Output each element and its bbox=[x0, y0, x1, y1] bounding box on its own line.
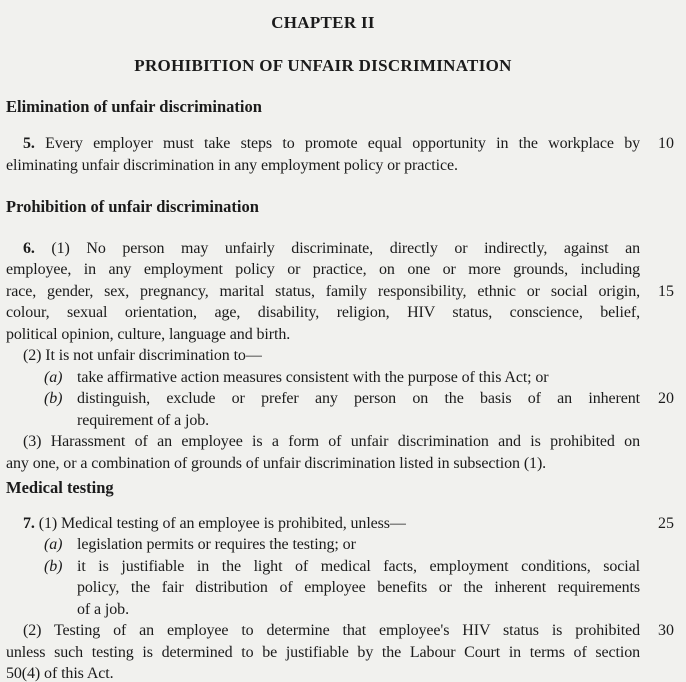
text-line: legislation permits or requires the testing; or bbox=[77, 536, 356, 553]
text-line: political opinion, culture, language and birth. bbox=[6, 325, 291, 343]
section-heading-prohibition: Prohibition of unfair discrimination bbox=[6, 197, 259, 216]
paragraph-section6-sub1 bbox=[6, 238, 640, 346]
text-fragment: Every employer must take steps to promote equal opportunity in the workplace by bbox=[45, 135, 640, 152]
section-heading-medical: Medical testing bbox=[6, 478, 114, 497]
text-line bbox=[6, 513, 640, 535]
text-line: requirement of a job. bbox=[77, 411, 210, 429]
section-number-5: 5. bbox=[23, 135, 35, 152]
margin-line-number-30: 30 bbox=[658, 622, 674, 639]
item-marker-a: (a) bbox=[44, 368, 63, 386]
text-line: distinguish, exclude or prefer any person on the basis of an inherent bbox=[77, 390, 640, 407]
margin-line-number-20: 20 bbox=[658, 390, 674, 407]
text-line: colour, sexual orientation, age, disability, religion, HIV status, conscience, belief, bbox=[6, 304, 640, 321]
chapter-heading: CHAPTER II bbox=[271, 13, 375, 32]
text-fragment: (1) No person may unfairly discriminate, directly or indirectly, against an bbox=[51, 239, 640, 257]
text-line: employee, in any employment policy or practice, on one or more grounds, including bbox=[6, 261, 640, 278]
text-line: (3) Harassment of an employee is a form of unfair discrimination and is prohibited on bbox=[23, 433, 640, 450]
margin-line-number-15: 15 bbox=[658, 283, 674, 300]
text-line: policy, the fair distribution of employee benefits or the inherent requirements bbox=[77, 579, 640, 596]
paragraph-section7-sub2 bbox=[6, 620, 640, 682]
paragraph-section6-sub3 bbox=[6, 431, 640, 474]
doc-title: PROHIBITION OF UNFAIR DISCRIMINATION bbox=[134, 55, 512, 75]
margin-line-number-25: 25 bbox=[658, 515, 674, 532]
text-line bbox=[6, 133, 640, 155]
item-marker-b: (b) bbox=[44, 390, 63, 407]
list-item-6-2-b bbox=[6, 388, 640, 431]
text-line: race, gender, sex, pregnancy, marital status, family responsibility, ethnic or social origin, bbox=[6, 282, 640, 300]
item-marker-a: (a) bbox=[44, 536, 63, 553]
text-line: 50(4) of this Act. bbox=[6, 665, 114, 682]
text-line: (2) Testing of an employee to determine that employee's HIV status is prohibited bbox=[23, 622, 640, 639]
text-line: eliminating unfair discrimination in any employment policy or practice. bbox=[6, 156, 458, 174]
margin-line-number-10: 10 bbox=[658, 135, 674, 152]
section-number-7: 7. bbox=[23, 514, 35, 532]
section-number-6: 6. bbox=[23, 239, 35, 257]
text-line: of a job. bbox=[77, 600, 129, 618]
text-line: unless such testing is determined to be justifiable by the Labour Court in terms of section bbox=[6, 643, 640, 661]
text-column bbox=[6, 12, 640, 682]
text-line: any one, or a combination of grounds of unfair discrimination listed in subsection (1). bbox=[6, 454, 547, 472]
paragraph-section7-intro bbox=[6, 513, 640, 535]
text-line: it is justifiable in the light of medical facts, employment conditions, social bbox=[77, 557, 640, 575]
list-item-6-2-a bbox=[6, 367, 640, 389]
paragraph-section5 bbox=[6, 133, 640, 176]
text-line bbox=[6, 238, 640, 260]
list-item-7-1-b bbox=[6, 556, 640, 621]
paragraph-section6-sub2-intro: (2) It is not unfair discrimination to— bbox=[23, 347, 262, 364]
list-item-7-1-a bbox=[6, 534, 640, 556]
text-fragment: (1) Medical testing of an employee is prohibited, unless— bbox=[38, 514, 406, 532]
text-line: take affirmative action measures consistent with the purpose of this Act; or bbox=[77, 368, 549, 386]
section-heading-elimination: Elimination of unfair discrimination bbox=[6, 96, 262, 116]
item-marker-b: (b) bbox=[44, 557, 63, 575]
